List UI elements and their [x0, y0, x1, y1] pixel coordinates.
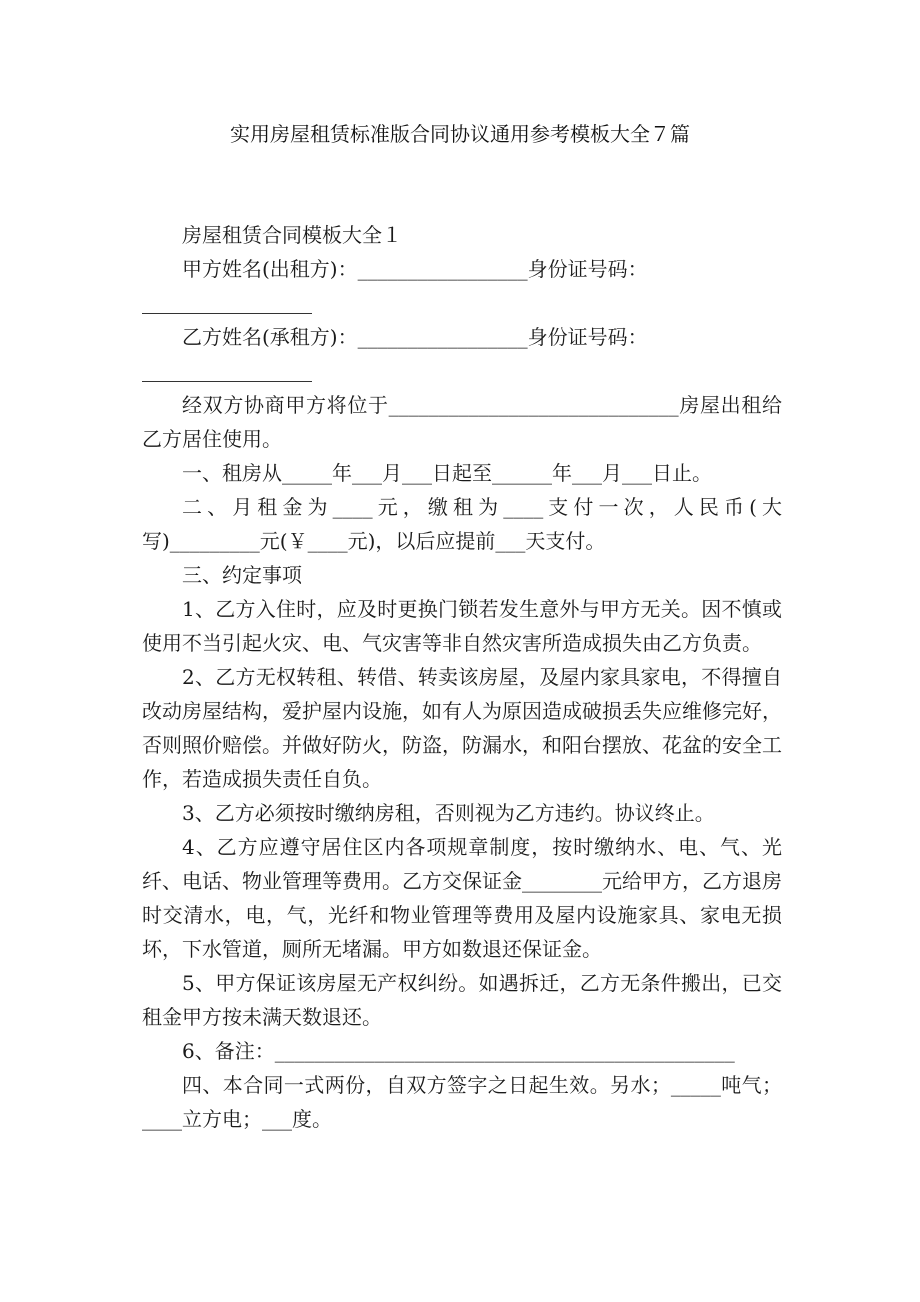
clause-1: 一、租房从_____年___月___日起至______年___月___日止。: [182, 461, 712, 485]
item-1: 1、乙方入住时，应及时更换门锁若发生意外与甲方无关。因不慎或使用不当引起火灾、电、气灾害等非自然灾害所造成损失由乙方负责。: [142, 597, 782, 655]
clause-2: 二、月租金为____元，缴租为____支付一次，人民币(大写)_________元(￥____元)，以后应提前___天支付。: [142, 495, 782, 553]
party-a-id-blank: [142, 286, 782, 320]
item-5: 5、甲方保证该房屋无产权纠纷。如遇拆迁，乙方无条件搬出，已交租金甲方按未满天数退还。: [142, 971, 782, 1029]
item-2: 2、乙方无权转租、转借、转卖该房屋，及屋内家具家电，不得擅自改动房屋结构，爱护屋内设施，如有人为原因造成破损丢失应维修完好，否则照价赔偿。并做好防火，防盗，防漏水，和阳台摆放、花盆的安全工作，若造成损失责任自负。: [142, 665, 782, 791]
location-paragraph: 经双方协商甲方将位于_____________________________房屋出租给乙方居住使用。: [142, 393, 782, 451]
document-title: 实用房屋租赁标准版合同协议通用参考模板大全７篇: [230, 122, 690, 146]
item-3: 3、乙方必须按时缴纳房租，否则视为乙方违约。协议终止。: [182, 801, 715, 825]
item-4: 4、乙方应遵守居住区内各项规章制度，按时缴纳水、电、气、光纤、电话、物业管理等费用。乙方交保证金________元给甲方，乙方退房时交清水，电，气，光纤和物业管理等费用及屋内设施家具、家电无损坏，下水管道，厕所无堵漏。甲方如数退还保证金。: [142, 835, 782, 961]
party-b-id-blank: [142, 354, 782, 388]
clause-3-heading: 三、约定事项: [182, 563, 302, 587]
document-body: [142, 218, 782, 1136]
clause-4: 四、本合同一式两份，自双方签字之日起生效。另水；_____吨气；____立方电；___度。: [142, 1073, 782, 1131]
party-a-line: 甲方姓名(出租方)：_________________身份证号码：: [182, 257, 648, 281]
item-6: 6、备注：______________________________________________: [182, 1039, 735, 1063]
party-b-line: 乙方姓名(承租方)：_________________身份证号码：: [182, 325, 648, 349]
section-heading: 房屋租赁合同模板大全１: [182, 223, 402, 247]
